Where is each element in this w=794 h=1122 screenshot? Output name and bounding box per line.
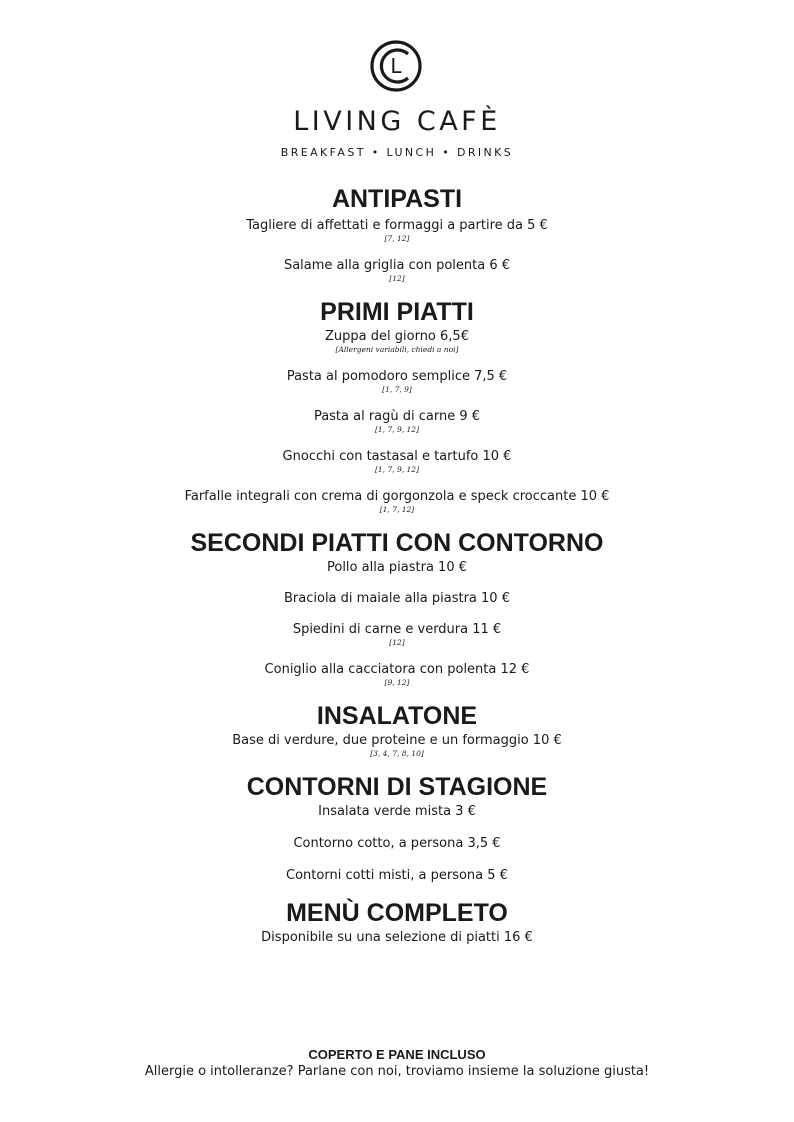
menu-item-allergens: [3, 4, 7, 8, 10] [370,749,424,758]
section-title-insalatone: INSALATONE [316,702,478,730]
footer-title: COPERTO E PANE INCLUSO [308,1047,486,1062]
section-title-contorni: CONTORNI DI STAGIONE [246,773,548,801]
menu-item-text: Braciola di maiale alla piastra 10 € [284,591,510,606]
menu-item-allergens: [Allergeni variabili, chiedi a noi] [335,345,459,354]
menu-item-text: Salame alla griglia con polenta 6 € [283,258,511,273]
logo-letter: L [390,54,402,78]
menu-item [0,622,794,648]
menu-item [0,258,794,284]
menu-item-allergens: [1, 7, 9, 12] [374,425,419,434]
menu-item [0,804,794,820]
menu-item [0,218,794,244]
menu-item [0,868,794,884]
section-title-primi: PRIMI PIATTI [320,298,474,326]
section-title-secondi: SECONDI PIATTI CON CONTORNO [190,529,604,557]
menu-item-allergens: [1, 7, 9] [382,385,412,394]
menu-item [0,662,794,688]
menu-item-text: Base di verdure, due proteine e un formaggio 10 € [232,733,562,748]
menu-item [0,449,794,475]
menu-item-text: Coniglio alla cacciatora con polenta 12 € [264,662,530,677]
menu-item-text: Farfalle integrali con crema di gorgonzola e speck croccante 10 € [184,489,610,504]
menu-item-allergens: [7, 12] [384,234,410,243]
menu-item-text: Disponibile su una selezione di piatti 16 € [261,930,533,945]
section-secondi [0,528,794,688]
menu-item-allergens: [1, 7, 12] [379,505,415,514]
section-menu-completo [0,898,794,946]
menu-item-text: Contorno cotto, a persona 3,5 € [293,836,501,851]
menu-item-allergens: [12] [389,638,405,647]
menu-item [0,409,794,435]
section-title-antipasti: ANTIPASTI [331,185,463,213]
menu-footer [0,1046,794,1081]
menu-item-text: Pasta al ragù di carne 9 € [313,409,481,424]
menu-item [0,489,794,515]
section-contorni [0,772,794,884]
menu-item-text: Pasta al pomodoro semplice 7,5 € [286,369,508,384]
menu-item [0,560,794,576]
brand-tagline: BREAKFAST • LUNCH • DRINKS [280,146,514,159]
menu-item-text: Pollo alla piastra 10 € [326,560,468,575]
menu-item-text: Contorni cotti misti, a persona 5 € [286,868,508,883]
menu-content [0,184,794,946]
section-title-menu-completo: MENÙ COMPLETO [286,899,508,927]
menu-item-allergens: [9, 12] [384,678,410,687]
menu-item [0,329,794,355]
menu-item [0,836,794,852]
menu-item-text: Spiedini di carne e verdura 11 € [292,622,502,637]
footer-note: Allergie o intolleranze? Parlane con noi, troviamo insieme la soluzione giusta! [144,1064,650,1079]
brand-name: LIVING CAFÈ [293,106,501,137]
menu-item-text: Gnocchi con tastasal e tartufo 10 € [282,449,512,464]
menu-item-text: Zuppa del giorno 6,5€ [325,329,469,344]
menu-item [0,591,794,607]
section-primi [0,297,794,515]
menu-item-text: Insalata verde mista 3 € [318,804,476,819]
menu-item-text: Tagliere di affettati e formaggi a partire da 5 € [246,218,548,233]
menu-item-allergens: [12] [389,274,405,283]
menu-item-allergens: [1, 7, 9, 12] [374,465,419,474]
menu-item [0,733,794,759]
section-antipasti [0,184,794,284]
living-cafe-logo-icon [370,40,422,92]
section-insalatone [0,701,794,759]
menu-item [0,930,794,946]
menu-item [0,369,794,395]
